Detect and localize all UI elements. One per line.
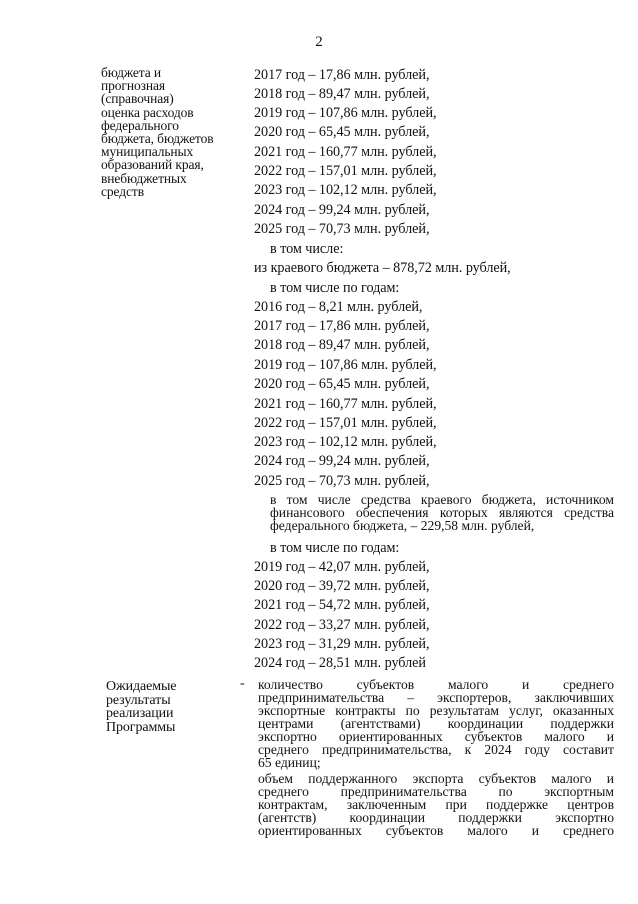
regional-year-line: 2016 год – 8,21 млн. рублей, bbox=[254, 299, 423, 315]
result-line: предпринимательства – экспортеров, заключивших bbox=[258, 690, 614, 705]
total-year-line: 2019 год – 107,86 млн. рублей, bbox=[254, 105, 437, 121]
including-by-years-label: в том числе по годам: bbox=[270, 280, 400, 296]
financing-label-line: (справочная) bbox=[101, 91, 174, 107]
result-line: экспортно ориентированных субъектов малого и bbox=[258, 729, 614, 744]
federal-year-line: 2020 год – 39,72 млн. рублей, bbox=[254, 578, 430, 594]
note-line: финансового обеспечения которых являются средства bbox=[270, 505, 614, 520]
financing-label-line: внебюджетных bbox=[101, 170, 187, 186]
total-year-line: 2021 год – 160,77 млн. рублей, bbox=[254, 144, 437, 160]
total-year-line: 2023 год – 102,12 млн. рублей, bbox=[254, 182, 437, 198]
total-year-line: 2018 год – 89,47 млн. рублей, bbox=[254, 86, 430, 102]
federal-year-line: 2023 год – 31,29 млн. рублей, bbox=[254, 636, 430, 652]
financing-label-line: федерального bbox=[101, 117, 179, 133]
result-line: (агентств) координации поддержки экспортно bbox=[258, 810, 614, 825]
financing-label-line: бюджета и bbox=[101, 65, 162, 80]
financing-label-line: оценка расходов bbox=[101, 104, 194, 120]
expected-results-label bbox=[106, 680, 256, 734]
regional-year-line: 2017 год – 17,86 млн. рублей, bbox=[254, 318, 430, 334]
result-line: объем поддержанного экспорта субъектов малого и bbox=[258, 771, 614, 786]
financing-label-line: средств bbox=[101, 183, 144, 199]
regional-year-line: 2024 год – 99,24 млн. рублей, bbox=[254, 453, 430, 469]
expected-results-label-line: реализации bbox=[106, 706, 174, 721]
federal-year-line: 2019 год – 42,07 млн. рублей, bbox=[254, 559, 430, 575]
total-year-line: 2024 год – 99,24 млн. рублей, bbox=[254, 202, 430, 218]
result-item-2 bbox=[258, 772, 614, 837]
regional-year-line: 2022 год – 157,01 млн. рублей, bbox=[254, 415, 437, 431]
result-line: экспортные контракты по результатам услуг, оказанных bbox=[258, 703, 614, 718]
expected-results-label-line: результаты bbox=[106, 692, 171, 708]
total-year-line: 2020 год – 65,45 млн. рублей, bbox=[254, 124, 430, 140]
federal-year-line: 2021 год – 54,72 млн. рублей, bbox=[254, 597, 430, 613]
page-number: 2 bbox=[315, 34, 323, 50]
result-line: количество субъектов малого и среднего bbox=[258, 677, 614, 692]
regional-year-line: 2025 год – 70,73 млн. рублей, bbox=[254, 473, 430, 489]
financing-label-line: образований края, bbox=[101, 157, 204, 173]
regional-budget-total: из краевого бюджета – 878,72 млн. рублей, bbox=[254, 260, 511, 276]
financing-label-line: муниципальных bbox=[101, 144, 194, 160]
total-year-line: 2022 год – 157,01 млн. рублей, bbox=[254, 163, 437, 179]
list-dash: - bbox=[240, 676, 245, 691]
financing-label bbox=[101, 66, 251, 198]
total-year-line: 2017 год – 17,86 млн. рублей, bbox=[254, 67, 430, 83]
financing-label-line: бюджета, бюджетов bbox=[101, 131, 214, 147]
result-line: контрактам, заключенным при поддержке центров bbox=[258, 797, 614, 812]
including-label: в том числе: bbox=[270, 241, 344, 257]
result-item-1 bbox=[258, 678, 614, 769]
including-by-years-label-2: в том числе по годам: bbox=[270, 540, 400, 556]
regional-year-line: 2023 год – 102,12 млн. рублей, bbox=[254, 434, 437, 450]
expected-results-label-line: Ожидаемые bbox=[106, 679, 177, 694]
regional-year-line: 2021 год – 160,77 млн. рублей, bbox=[254, 396, 437, 412]
regional-year-line: 2018 год – 89,47 млн. рублей, bbox=[254, 337, 430, 353]
result-line: 65 единиц; bbox=[258, 755, 321, 770]
financing-label-line: прогнозная bbox=[101, 78, 165, 94]
expected-results-label-line: Программы bbox=[106, 719, 176, 735]
total-year-line: 2025 год – 70,73 млн. рублей, bbox=[254, 221, 430, 237]
regional-year-line: 2020 год – 65,45 млн. рублей, bbox=[254, 376, 430, 392]
federal-year-line: 2024 год – 28,51 млн. рублей bbox=[254, 655, 426, 671]
result-line: среднего предпринимательства по экспортным bbox=[258, 784, 614, 799]
federal-year-line: 2022 год – 33,27 млн. рублей, bbox=[254, 617, 430, 633]
note-line: в том числе средства краевого бюджета, источником bbox=[270, 492, 614, 507]
result-line: ориентированных субъектов малого и среднего bbox=[258, 823, 614, 838]
regional-year-line: 2019 год – 107,86 млн. рублей, bbox=[254, 357, 437, 373]
result-line: центрами (агентствами) координации поддержки bbox=[258, 716, 614, 731]
note-line: федерального бюджета, – 229,58 млн. рублей, bbox=[270, 518, 535, 533]
result-line: среднего предпринимательства, к 2024 году составит bbox=[258, 742, 614, 757]
federal-source-note bbox=[270, 493, 614, 532]
